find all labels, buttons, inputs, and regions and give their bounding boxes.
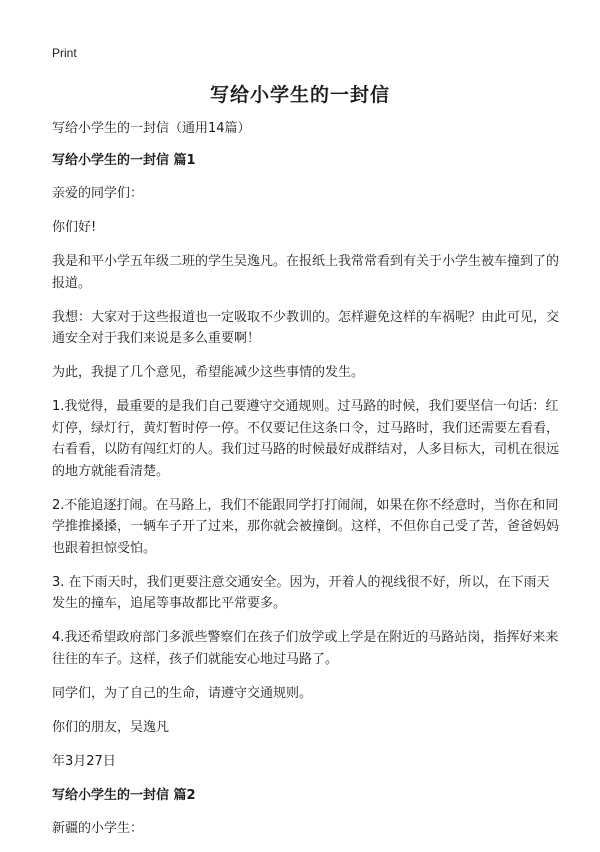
section-heading-2: 写给小学生的一封信 篇2 bbox=[52, 787, 196, 803]
paragraph: 1.我觉得，最重要的是我们自己要遵守交通规则。过马路的时候，我们要坚信一句话：红灯停，绿灯行，黄灯暂时停一停。不仅要记住这条口令，过马路时，我们还需要左看看，右看看，以防有闯红灯的人。我们过马路的时候最好成群结对，人多目标大，司机在很远的地方就能看清楚。 bbox=[52, 399, 560, 479]
document-body bbox=[52, 118, 560, 852]
date-line: 年3月27日 bbox=[52, 753, 116, 769]
paragraph: 4.我还希望政府部门多派些警察们在孩子们放学或上学是在附近的马路站岗，指挥好来来往往的车子。这样，孩子们就能安心地过马路了。 bbox=[52, 630, 559, 667]
paragraph: 同学们，为了自己的生命，请遵守交通规则。 bbox=[52, 685, 313, 701]
paragraph: 为此，我提了几个意见，希望能减少这些事情的发生。 bbox=[52, 365, 365, 380]
section-heading-1: 写给小学生的一封信 篇1 bbox=[52, 152, 196, 168]
signature-line: 你们的朋友，吴逸凡 bbox=[52, 719, 170, 735]
paragraph: 你们好! bbox=[52, 220, 97, 235]
paragraph: 我是和平小学五年级二班的学生吴逸凡。在报纸上我常常看到有关于小学生被车撞到了的报道。 bbox=[52, 254, 560, 291]
print-label: Print bbox=[52, 46, 77, 60]
page-title: 写给小学生的一封信 bbox=[209, 84, 390, 106]
paragraph: 我想：大家对于这些报道也一定吸取不少教训的。怎样避免这样的车祸呢？由此可见，交通安全对于我们来说是多么重要啊！ bbox=[52, 309, 560, 346]
paragraph: 2.不能追逐打闹。在马路上，我们不能跟同学打打闹闹，如果在你不经意时，当你在和同学推推搡搡，一辆车子开了过来，那你就会被撞倒。这样，不但你自己受了苦，爸爸妈妈也跟着担惊受怕。 bbox=[52, 497, 560, 556]
document-subtitle: 写给小学生的一封信（通用14篇） bbox=[52, 121, 251, 136]
paragraph: 亲爱的同学们： bbox=[52, 186, 144, 201]
paragraph: 新疆的小学生： bbox=[52, 821, 144, 836]
paragraph: 3. 在下雨天时，我们更要注意交通安全。因为，开着人的视线很不好，所以，在下雨天发生的撞车，追尾等事故都比平常要多。 bbox=[52, 574, 550, 611]
